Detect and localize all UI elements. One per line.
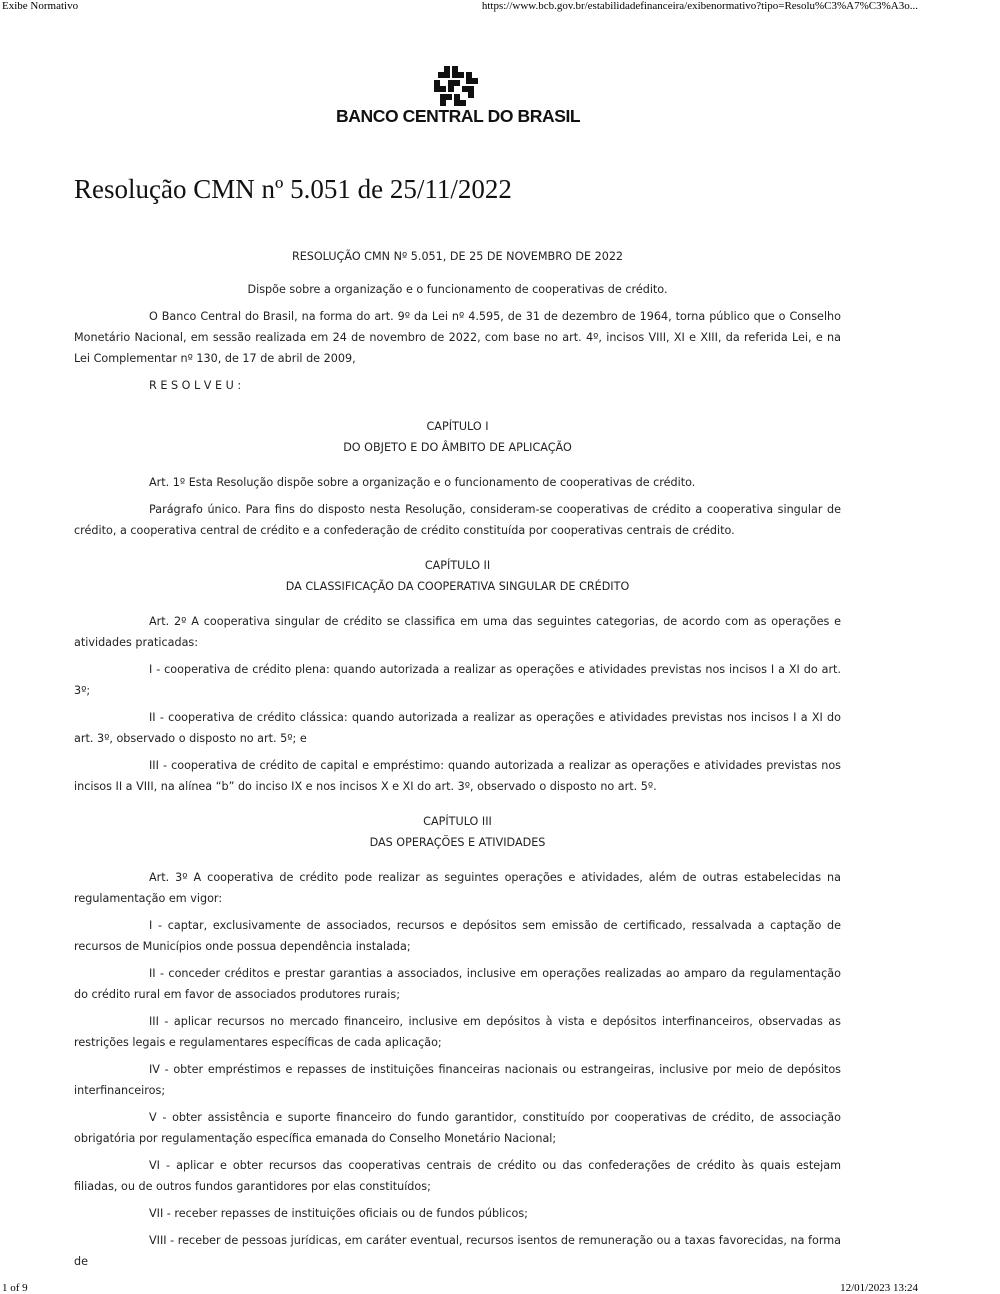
bcb-logo (336, 62, 580, 128)
article-3: Art. 3º A cooperativa de crédito pode realizar as seguintes operações e atividades, além de outras estabelecidas na regulamentação em vigor: (74, 871, 841, 905)
chapter-label: CAPÍTULO I (426, 420, 489, 433)
list-item: III - cooperativa de crédito de capital e empréstimo: quando autorizada a realizar as operações e atividades previstas nos incisos II a VIII, na alínea “b” do inciso IX e nos incisos X e XI do art. 3º, observado o disposto no art. 5º. (74, 759, 841, 793)
list-item: VIII - receber de pessoas jurídicas, em caráter eventual, recursos isentos de remuneração ou a taxas favorecidas, na forma de (74, 1234, 841, 1268)
preamble: O Banco Central do Brasil, na forma do art. 9º da Lei nº 4.595, de 31 de dezembro de 1964, torna público que o Conselho Monetário Nacional, em sessão realizada em 24 de novembro de 2022, com base no art. 4º, incisos VIII, XI e XIII, da referida Lei, e na Lei Complementar nº 130, de 17 de abril de 2009, (74, 310, 841, 365)
resolve-text: R E S O L V E U : (149, 379, 242, 392)
list-item: VI - aplicar e obter recursos das cooperativas centrais de crédito ou das confederações de crédito às quais estejam filiadas, ou de outros fundos garantidores por elas constituídos; (74, 1159, 841, 1193)
chapter-3 (74, 811, 841, 1272)
chapter-title: DO OBJETO E DO ÂMBITO DE APLICAÇÃO (343, 441, 572, 454)
list-item: I - cooperativa de crédito plena: quando autorizada a realizar as operações e atividades previstas nos incisos I a XI do art. 3º; (74, 663, 841, 697)
list-item: I - captar, exclusivamente de associados, recursos e depósitos sem emissão de certificado, ressalvada a captação de recursos de Municípios onde possua dependência instalada; (74, 919, 841, 953)
chapter-1 (74, 416, 841, 541)
page-title: Resolução CMN nº 5.051 de 25/11/2022 (74, 174, 512, 204)
ementa: Dispõe sobre a organização e o funcionamento de cooperativas de crédito. (247, 283, 668, 296)
article-2: Art. 2º A cooperativa singular de crédito se classifica em uma das seguintes categorias, de acordo com as operações e atividades praticadas: (74, 615, 841, 649)
browser-page-label: Exibe Normativo (2, 0, 79, 12)
chapter-label: CAPÍTULO II (424, 559, 491, 572)
list-item: V - obter assistência e suporte financeiro do fundo garantidor, constituído por cooperativas de crédito, de associação obrigatória por regulamentação específica emanada do Conselho Monetário Nacional; (74, 1111, 841, 1145)
logo-text: BANCO CENTRAL DO BRASIL (336, 106, 581, 126)
chapter-label: CAPÍTULO III (423, 815, 492, 828)
article-1: Art. 1º Esta Resolução dispõe sobre a organização e o funcionamento de cooperativas de crédito. (149, 476, 696, 489)
list-item: III - aplicar recursos no mercado financeiro, inclusive em depósitos à vista e depósitos interfinanceiros, observadas as restrições legais e regulamentares específicas de cada aplicação; (74, 1015, 841, 1049)
list-item: VII - receber repasses de instituições oficiais ou de fundos públicos; (149, 1207, 528, 1220)
paragraph-unico: Parágrafo único. Para fins do disposto nesta Resolução, consideram-se cooperativas de crédito a cooperativa singular de crédito, a cooperativa central de crédito e a confederação de crédito constituída por cooperativas centrais de crédito. (74, 503, 841, 537)
resolution-heading: RESOLUÇÃO CMN Nº 5.051, DE 25 DE NOVEMBRO DE 2022 (291, 250, 624, 263)
bcb-logo-icon (432, 62, 480, 106)
print-datetime: 12/01/2023 13:24 (840, 1282, 918, 1294)
list-item: II - cooperativa de crédito clássica: quando autorizada a realizar as operações e atividades previstas nos incisos I a XI do art. 3º, observado o disposto no art. 5º; e (74, 711, 841, 745)
page-count: 1 of 9 (2, 1282, 28, 1294)
chapter-2 (74, 555, 841, 797)
chapter-title: DA CLASSIFICAÇÃO DA COOPERATIVA SINGULAR DE CRÉDITO (285, 580, 630, 593)
document-body (74, 246, 841, 1278)
browser-url: https://www.bcb.gov.br/estabilidadefinanceira/exibenormativo?tipo=Resolu%C3%A7%C3%A3o... (481, 0, 918, 12)
list-item: IV - obter empréstimos e repasses de instituições financeiras nacionais ou estrangeiras, inclusive por meio de depósitos interfinanceiros; (74, 1063, 841, 1097)
list-item: II - conceder créditos e prestar garantias a associados, inclusive em operações realizadas ao amparo da regulamentação do crédito rural em favor de associados produtores rurais; (74, 967, 841, 1001)
chapter-title: DAS OPERAÇÕES E ATIVIDADES (369, 836, 546, 849)
